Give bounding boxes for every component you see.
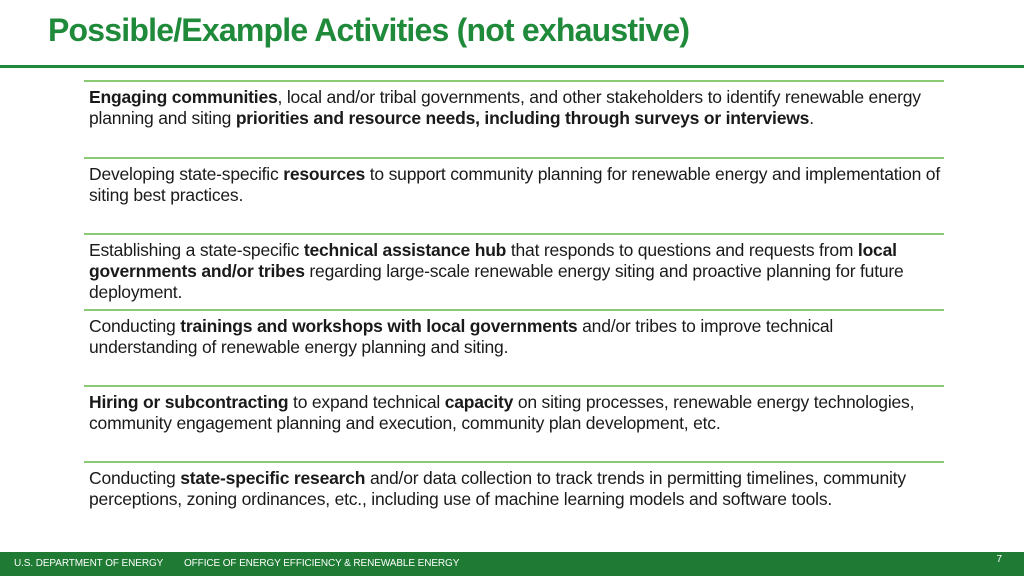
activity-text: regarding large-scale renewable energy siting and proactive planning for future deployment.	[89, 261, 904, 302]
activity-item	[84, 461, 944, 531]
footer-department: U.S. DEPARTMENT OF ENERGY	[14, 558, 164, 569]
activity-item	[84, 309, 944, 385]
activity-text-bold: Hiring or subcontracting	[89, 392, 289, 412]
activity-text-bold: technical assistance hub	[303, 240, 507, 260]
activity-text: Establishing a state-specific	[89, 240, 304, 260]
activity-item	[84, 80, 944, 157]
activity-text: , local and/or tribal governments, and other stakeholders to identify renewable energy planning and siting	[89, 87, 921, 128]
activities-list	[84, 80, 944, 531]
title-divider	[0, 65, 1024, 68]
activity-item	[84, 157, 944, 233]
page-number: 7	[996, 554, 1002, 565]
activity-text-bold: trainings and workshops with local governments	[180, 316, 578, 336]
activity-text: .	[809, 108, 814, 128]
activity-text-bold: priorities and resource needs, including through surveys or interviews	[235, 108, 810, 128]
activity-text-bold: Engaging communities	[89, 87, 278, 107]
activity-text-bold: state-specific research	[180, 468, 366, 488]
footer-bar	[0, 552, 1024, 576]
activity-text-bold: capacity	[444, 392, 514, 412]
activity-item	[84, 233, 944, 309]
activity-text: on siting processes, renewable energy technologies, community engagement planning and execution, community plan development, etc.	[89, 392, 915, 433]
footer-office: OFFICE OF ENERGY EFFICIENCY & RENEWABLE ENERGY	[184, 558, 460, 569]
activity-text: Conducting	[89, 316, 181, 336]
activity-text: and/or data collection to track trends in permitting timelines, community perceptions, zoning ordinances, etc., including use of machine learning models and software tools.	[89, 468, 906, 509]
activity-text: Conducting	[89, 468, 181, 488]
activity-text: to expand technical	[288, 392, 445, 412]
activity-text: to support community planning for renewable energy and implementation of siting best practices.	[89, 164, 940, 205]
activity-text: and/or tribes to improve technical understanding of renewable energy planning and siting.	[89, 316, 834, 357]
activity-item	[84, 385, 944, 461]
activity-text: that responds to questions and requests from	[506, 240, 858, 260]
activity-text: Developing state-specific	[89, 164, 284, 184]
page-title: Possible/Example Activities (not exhaustive)	[48, 12, 690, 48]
activity-text-bold: local governments and/or tribes	[89, 240, 897, 281]
activity-text-bold: resources	[283, 164, 366, 184]
